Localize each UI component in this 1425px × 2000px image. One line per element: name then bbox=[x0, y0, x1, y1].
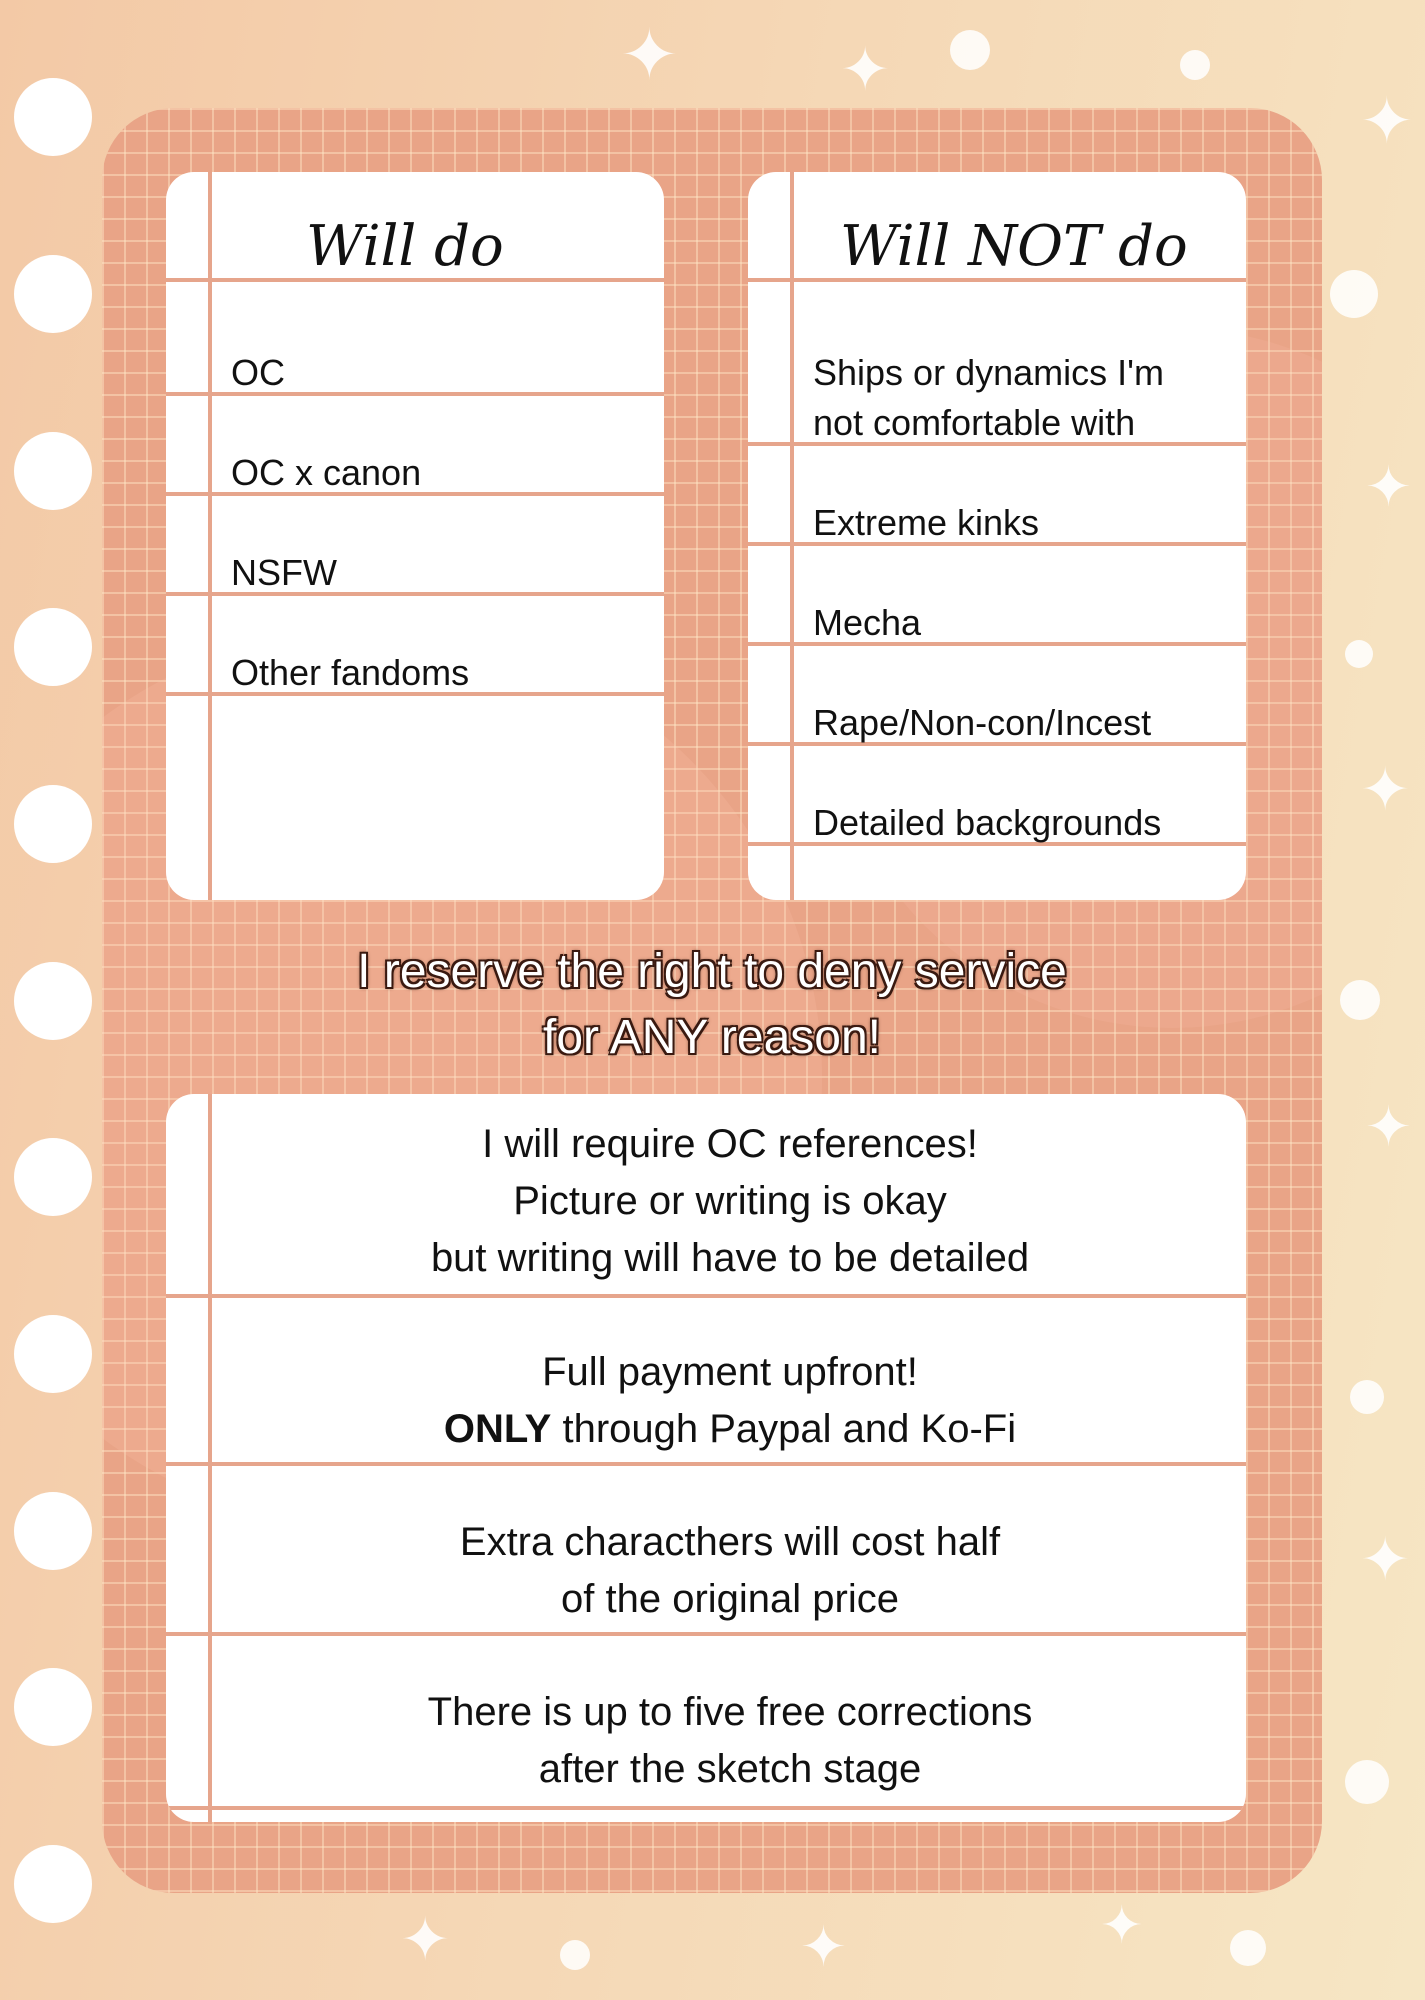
binder-hole bbox=[14, 1845, 92, 1923]
binder-hole bbox=[14, 608, 92, 686]
corrections-rule: There is up to five free corrections bbox=[427, 1690, 1033, 1734]
payment-rule: Full payment upfront! bbox=[542, 1350, 918, 1394]
will-do-card bbox=[166, 172, 664, 900]
extra-characters-rule: of the original price bbox=[561, 1577, 899, 1621]
will-not-do-title: Will NOT do bbox=[840, 214, 1188, 279]
references-rule: but writing will have to be detailed bbox=[430, 1236, 1030, 1280]
will-do-item: Other fandoms bbox=[231, 652, 470, 693]
corrections-rule: after the sketch stage bbox=[538, 1747, 922, 1791]
will-do-item: NSFW bbox=[231, 552, 337, 593]
will-not-do-item: Detailed backgrounds bbox=[813, 802, 1162, 843]
payment-methods: through Paypal and Ko-Fi bbox=[551, 1407, 1017, 1451]
star-decoration: ✦ bbox=[1360, 85, 1414, 159]
binder-hole bbox=[14, 1492, 92, 1570]
dot-decoration bbox=[1340, 980, 1380, 1020]
payment-rule bbox=[210, 1401, 1250, 1458]
star-decoration: ✦ bbox=[620, 14, 679, 96]
will-not-do-item: Mecha bbox=[813, 602, 922, 643]
star-decoration: ✦ bbox=[1360, 1525, 1411, 1595]
binder-hole bbox=[14, 1315, 92, 1393]
star-decoration: ✦ bbox=[400, 1905, 451, 1975]
star-decoration: ✦ bbox=[800, 1915, 847, 1980]
extra-characters-rule: Extra characthers will cost half bbox=[459, 1520, 1001, 1564]
star-decoration: ✦ bbox=[1365, 455, 1412, 520]
ruled-line bbox=[166, 1294, 1246, 1298]
star-decoration: ✦ bbox=[1100, 1896, 1144, 1956]
deny-service-notice: I reserve the right to deny service bbox=[357, 945, 1067, 998]
binder-hole bbox=[14, 785, 92, 863]
will-not-do-item: Extreme kinks bbox=[813, 502, 1040, 543]
binder-hole bbox=[14, 1138, 92, 1216]
will-not-do-card bbox=[748, 172, 1246, 900]
dot-decoration bbox=[1180, 50, 1210, 80]
references-rule: I will require OC references! bbox=[482, 1122, 978, 1166]
payment-only-emphasis: ONLY bbox=[443, 1407, 552, 1451]
ruled-line bbox=[166, 1462, 1246, 1466]
dot-decoration bbox=[950, 30, 990, 70]
binder-hole bbox=[14, 432, 92, 510]
binder-hole bbox=[14, 255, 92, 333]
dot-decoration bbox=[1345, 1760, 1389, 1804]
will-do-item: OC bbox=[231, 352, 285, 393]
binder-hole bbox=[14, 1668, 92, 1746]
references-rule: Picture or writing is okay bbox=[513, 1179, 947, 1223]
dot-decoration bbox=[1330, 270, 1378, 318]
will-not-do-item: Ships or dynamics I'm bbox=[813, 352, 1164, 393]
deny-service-notice: for ANY reason! bbox=[543, 1011, 881, 1064]
star-decoration: ✦ bbox=[840, 35, 891, 105]
star-decoration: ✦ bbox=[1365, 1095, 1412, 1160]
will-do-title: Will do bbox=[306, 214, 504, 279]
dot-decoration bbox=[1350, 1380, 1384, 1414]
ruled-line bbox=[166, 1806, 1246, 1810]
dot-decoration bbox=[1230, 1930, 1266, 1966]
will-not-do-item: not comfortable with bbox=[813, 402, 1136, 443]
will-do-item: OC x canon bbox=[231, 452, 422, 493]
star-decoration: ✦ bbox=[1360, 755, 1411, 825]
ruled-line bbox=[166, 1632, 1246, 1636]
dot-decoration bbox=[1345, 640, 1373, 668]
binder-hole bbox=[14, 962, 92, 1040]
binder-hole bbox=[14, 78, 92, 156]
will-not-do-item: Rape/Non-con/Incest bbox=[813, 702, 1152, 743]
dot-decoration bbox=[560, 1940, 590, 1970]
